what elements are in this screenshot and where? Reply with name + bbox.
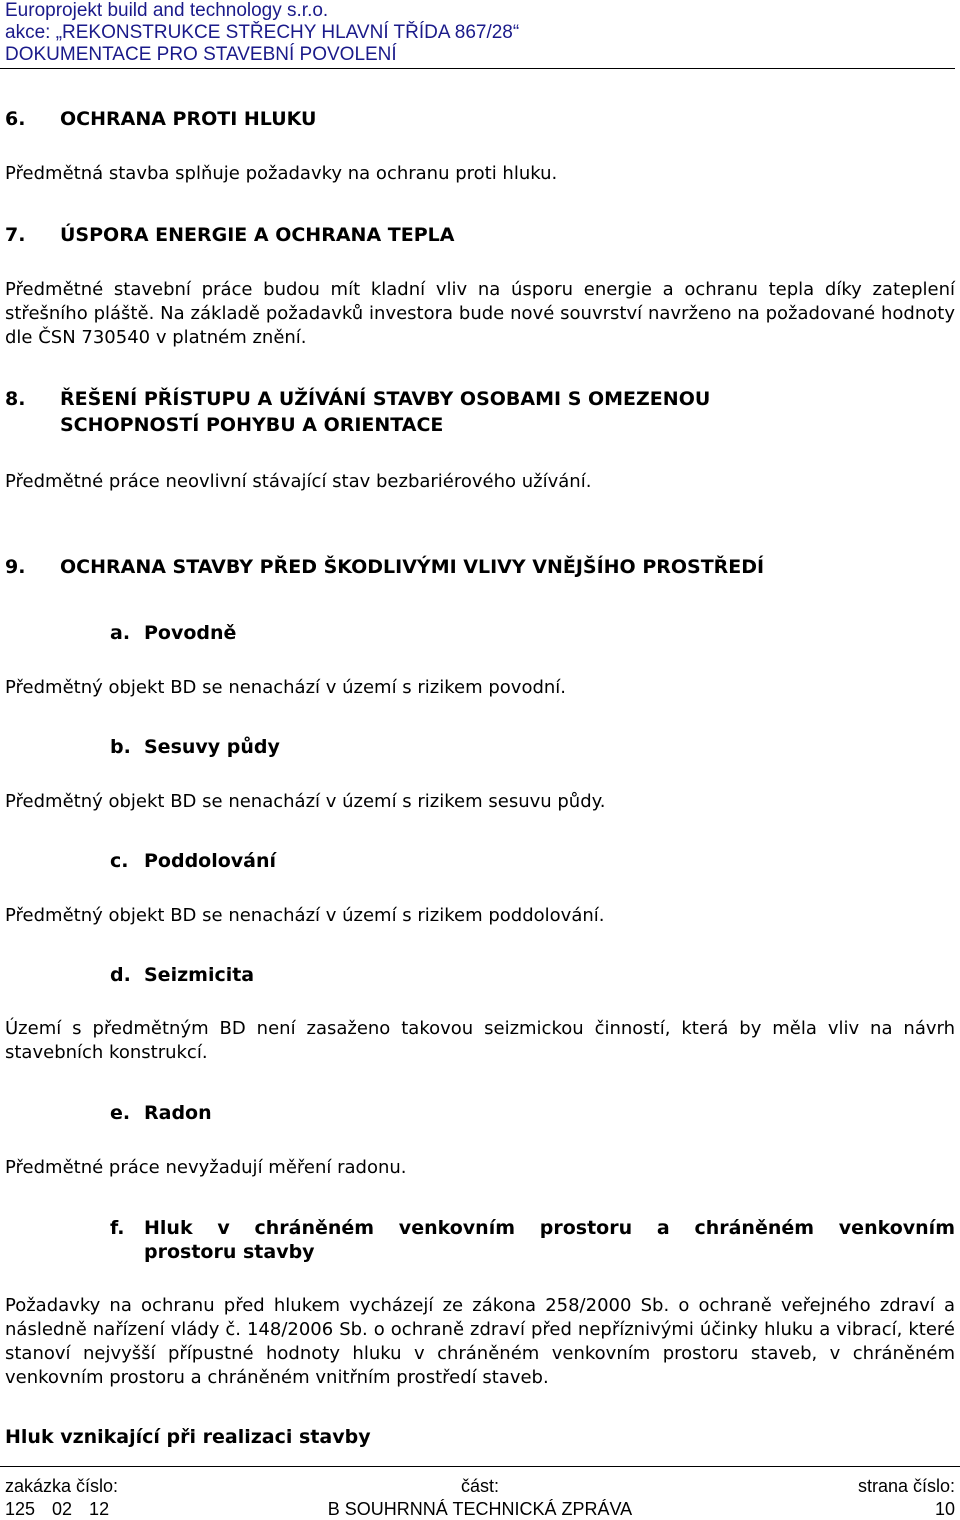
section-8-text: Předmětné práce neovlivní stávající stav bezbariérového užívání.	[5, 471, 592, 492]
part-value: B SOUHRNNÁ TECHNICKÁ ZPRÁVA	[327, 1499, 633, 1519]
subsection-b-text: Předmětný objekt BD se nenachází v území s rizikem sesuvu půdy.	[5, 791, 606, 812]
page-number-label: strana číslo:	[857, 1476, 955, 1496]
order-number-label: zakázka číslo:	[5, 1476, 119, 1496]
section-9-heading: 9. OCHRANA STAVBY PŘED ŠKODLIVÝMI VLIVY VNĚJŠÍHO PROSTŘEDÍ	[5, 556, 765, 578]
section-6-text: Předmětná stavba splňuje požadavky na ochranu proti hluku.	[5, 163, 558, 184]
subsection-c-heading: c. Poddolování	[110, 850, 277, 872]
order-number: 125 02 12	[5, 1499, 110, 1519]
subsection-d-text: Území s předmětným BD není zasaženo takovou seizmickou činností, která by měla vliv na návrh stavebních konstrukcí.	[5, 1018, 955, 1063]
subsection-e-heading: e. Radon	[110, 1102, 212, 1124]
section-8-heading: 8. ŘEŠENÍ PŘÍSTUPU A UŽÍVÁNÍ STAVBY OSOBAMI S OMEZENOU SCHOPNOSTÍ POHYBU A ORIENTACE	[5, 388, 711, 436]
subsection-a-text: Předmětný objekt BD se nenachází v území s rizikem povodní.	[5, 677, 567, 698]
section-6-heading: 6. OCHRANA PROTI HLUKU	[5, 108, 317, 130]
subsection-c-text: Předmětný objekt BD se nenachází v území s rizikem poddolování.	[5, 905, 605, 926]
company-name: Europrojekt build and technology s.r.o.	[5, 0, 329, 21]
subsection-a-heading: a. Povodně	[110, 622, 237, 644]
project-action: akce: „REKONSTRUKCE STŘECHY HLAVNÍ TŘÍDA 867/28“	[5, 22, 520, 43]
noise-during-construction-heading: Hluk vznikající při realizaci stavby	[5, 1426, 371, 1448]
subsection-f-heading: f. Hluk v chráněném venkovním prostoru a chráněném venkovním prostoru stavby	[110, 1217, 955, 1263]
subsection-f-text: Požadavky na ochranu před hlukem vycházejí ze zákona 258/2000 Sb. o ochraně veřejného zdraví a následně nařízení vlády č. 148/2006 Sb. o ochraně zdraví před nepříznivými účinky hluku a vibrací, které stanoví nejvyšší přípustné hodnoty hluku v chráněném venkovním prostoru staveb, v chráněném venkovním prostoru a chráněném vnitřním prostředí staveb.	[5, 1295, 955, 1388]
section-7-text: Předmětné stavební práce budou mít kladní vliv na úsporu energie a ochranu tepla díky zateplení střešního pláště. Na základě požadavků investora bude nové souvrství navrženo na požadované hodnoty dle ČSN 730540 v platném znění.	[5, 279, 955, 348]
page-number: 10	[934, 1499, 955, 1519]
header-divider	[0, 68, 955, 69]
document-header	[5, 0, 955, 66]
subsection-e-text: Předmětné práce nevyžadují měření radonu.	[5, 1157, 407, 1178]
document-type: DOKUMENTACE PRO STAVEBNÍ POVOLENÍ	[5, 44, 397, 65]
footer-divider	[0, 1466, 960, 1467]
subsection-b-heading: b. Sesuvy půdy	[110, 736, 280, 758]
section-7-heading: 7. ÚSPORA ENERGIE A OCHRANA TEPLA	[5, 224, 455, 246]
subsection-d-heading: d. Seizmicita	[110, 964, 255, 986]
part-label: část:	[460, 1476, 499, 1496]
